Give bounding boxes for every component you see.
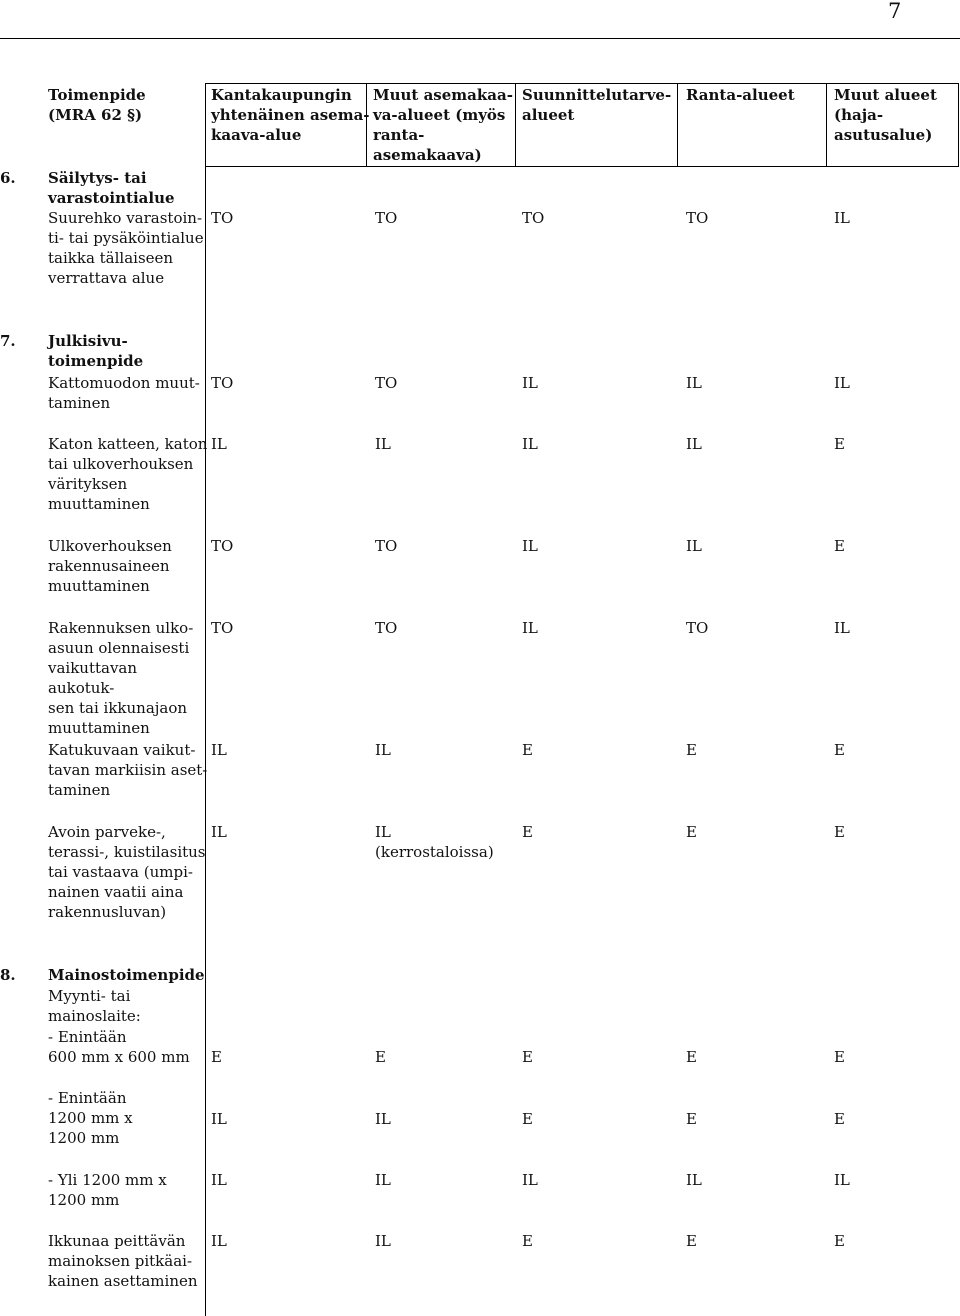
cell-value: IL bbox=[522, 435, 538, 453]
cell-value: IL bbox=[522, 374, 538, 392]
header-measure: Toimenpide (MRA 62 §) bbox=[48, 86, 146, 124]
cell-value: E bbox=[834, 537, 845, 555]
header-col-ranta: Ranta-alueet bbox=[686, 86, 795, 104]
cell-value: E bbox=[834, 741, 845, 759]
cell-value: IL bbox=[211, 1171, 227, 1189]
row-label: Kattomuodon muut- taminen bbox=[48, 374, 200, 412]
cell-value: IL bbox=[522, 1171, 538, 1189]
cell-value: IL bbox=[834, 1171, 850, 1189]
cell-value: IL bbox=[211, 1232, 227, 1250]
cell-value: IL bbox=[211, 435, 227, 453]
header-col-kantakaupunki: Kantakaupungin yhtenäinen asema- kaava-alue bbox=[211, 86, 370, 144]
row-label: - Yli 1200 mm x 1200 mm bbox=[48, 1171, 167, 1209]
row-label: Avoin parveke-, terassi-, kuistilasitus tai vastaava (umpi- nainen vaatii aina rakennusluvan) bbox=[48, 823, 206, 921]
cell-value: E bbox=[834, 1232, 845, 1250]
cell-value: IL bbox=[834, 209, 850, 227]
cell-value: TO bbox=[211, 374, 234, 392]
column-divider bbox=[826, 83, 827, 167]
header-col-muut-alueet: Muut alueet (haja- asutusalue) bbox=[834, 86, 937, 144]
cell-value: IL bbox=[375, 1110, 391, 1128]
row-label: Katon katteen, katon tai ulkoverhouksen värityksen muuttaminen bbox=[48, 435, 208, 513]
cell-value: IL bbox=[211, 823, 227, 841]
section-title: Julkisivu- toimenpide bbox=[48, 332, 144, 370]
cell-value: IL (kerrostaloissa) bbox=[375, 823, 494, 861]
cell-value: E bbox=[522, 823, 533, 841]
cell-value: TO bbox=[375, 537, 398, 555]
cell-value: E bbox=[522, 1048, 533, 1066]
page-number: 7 bbox=[888, 0, 902, 23]
cell-value: TO bbox=[686, 619, 709, 637]
row-label: Ikkunaa peittävän mainoksen pitkäai- kainen asettaminen bbox=[48, 1232, 198, 1290]
cell-value: E bbox=[686, 1110, 697, 1128]
cell-value: IL bbox=[522, 619, 538, 637]
header-col-muut-asemakaava: Muut asemakaa- va-alueet (myös ranta- asemakaava) bbox=[373, 86, 513, 164]
column-divider bbox=[958, 83, 959, 167]
cell-value: TO bbox=[375, 619, 398, 637]
section-number: 7. bbox=[0, 332, 16, 350]
column-divider bbox=[677, 83, 678, 167]
cell-value: E bbox=[686, 1048, 697, 1066]
cell-value: E bbox=[686, 741, 697, 759]
section-title: Mainostoimenpide bbox=[48, 966, 205, 984]
cell-value: IL bbox=[375, 1171, 391, 1189]
cell-value: IL bbox=[375, 435, 391, 453]
cell-value: E bbox=[375, 1048, 386, 1066]
cell-value: TO bbox=[375, 209, 398, 227]
cell-value: E bbox=[686, 1232, 697, 1250]
cell-value: IL bbox=[375, 741, 391, 759]
cell-value: E bbox=[834, 1048, 845, 1066]
cell-value: E bbox=[522, 741, 533, 759]
cell-value: E bbox=[834, 435, 845, 453]
cell-value: IL bbox=[211, 741, 227, 759]
header-col-suunnittelutarve: Suunnittelutarve- alueet bbox=[522, 86, 672, 124]
cell-value: E bbox=[834, 823, 845, 841]
cell-value: E bbox=[522, 1232, 533, 1250]
section-title: Säilytys- tai varastointialue bbox=[48, 169, 175, 207]
cell-value: TO bbox=[211, 537, 234, 555]
cell-value: IL bbox=[211, 1110, 227, 1128]
column-divider bbox=[515, 83, 516, 167]
cell-value: E bbox=[686, 823, 697, 841]
section-intro: Myynti- tai mainoslaite: bbox=[48, 987, 141, 1025]
section-number: 6. bbox=[0, 169, 16, 187]
section-number: 8. bbox=[0, 966, 16, 984]
cell-value: TO bbox=[686, 209, 709, 227]
row-label: - Enintään 1200 mm x 1200 mm bbox=[48, 1089, 133, 1147]
row-label: Ulkoverhouksen rakennusaineen muuttaminen bbox=[48, 537, 172, 595]
cell-value: IL bbox=[686, 1171, 702, 1189]
cell-value: IL bbox=[522, 537, 538, 555]
cell-value: TO bbox=[211, 209, 234, 227]
row-label: Rakennuksen ulko- asuun olennaisesti vaikuttavan aukotuk- sen tai ikkunajaon muuttaminen bbox=[48, 619, 194, 737]
cell-value: E bbox=[522, 1110, 533, 1128]
row-label: Katukuvaan vaikut- tavan markiisin aset- taminen bbox=[48, 741, 208, 799]
cell-value: TO bbox=[522, 209, 545, 227]
cell-value: TO bbox=[375, 374, 398, 392]
header-top-border bbox=[205, 83, 959, 84]
row-label: - Enintään 600 mm x 600 mm bbox=[48, 1028, 190, 1066]
cell-value: IL bbox=[375, 1232, 391, 1250]
top-rule bbox=[0, 38, 960, 39]
row-label: Suurehko varastoin- ti- tai pysäköintialue taikka tällaiseen verrattava alue bbox=[48, 209, 204, 287]
cell-value: E bbox=[834, 1110, 845, 1128]
header-bottom-border bbox=[205, 166, 959, 167]
cell-value: IL bbox=[834, 619, 850, 637]
cell-value: IL bbox=[834, 374, 850, 392]
cell-value: E bbox=[211, 1048, 222, 1066]
cell-value: IL bbox=[686, 374, 702, 392]
cell-value: TO bbox=[211, 619, 234, 637]
cell-value: IL bbox=[686, 537, 702, 555]
cell-value: IL bbox=[686, 435, 702, 453]
